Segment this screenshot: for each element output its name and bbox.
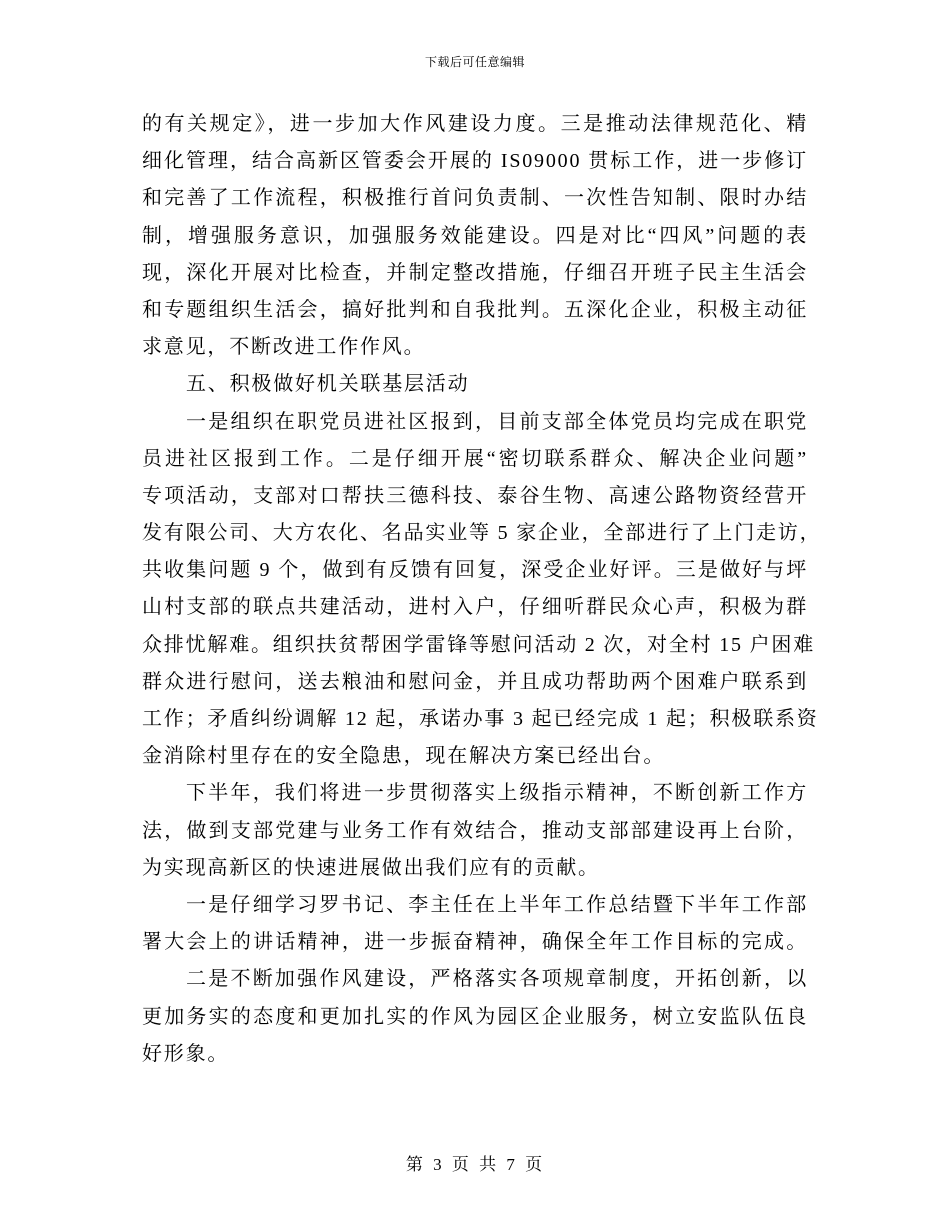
document-body [142,106,822,1073]
text-line: 为实现高新区的快速进展做出我们应有的贡献。 [142,856,600,879]
text-line: 和完善了工作流程，积极推行首问负责制、一次性告知制、限时办结 [142,187,808,210]
section-heading: 五、积极做好机关联基层活动 [186,373,470,396]
text-line: 和专题组织生活会，搞好批判和自我批判。五深化企业，积极主动征 [142,298,808,321]
page-number-footer: 第 3 页 共 7 页 [405,1155,545,1174]
text-line: 一是仔细学习罗书记、李主任在上半年工作总结暨下半年工作部 [186,893,808,916]
text-line: 工作；矛盾纠纷调解 12 起，承诺办事 3 起已经完成 1 起；积极联系资 [142,708,819,730]
text-line: 署大会上的讲话精神，进一步振奋精神，确保全年工作目标的完成。 [142,931,808,954]
text-line: 二是不断加强作风建设，严格落实各项规章制度，开拓创新，以 [186,968,808,991]
text-line: 求意见，不断改进工作作风。 [142,336,426,359]
paragraph-plan-item-2 [142,961,808,1073]
text-line: 发有限公司、大方农化、名品实业等 5 家企业，全部进行了上门走访， [142,522,822,545]
text-line: 员进社区报到工作。二是仔细开展“密切联系群众、解决企业问题” [142,447,808,470]
paragraph-grassroots-activities [142,404,822,776]
text-line: 山村支部的联点共建活动，进村入户，仔细听群民众心声，积极为群 [142,596,808,619]
text-line: 群众进行慰问，送去粮油和慰问金，并且成功帮助两个困难户联系到 [142,670,808,693]
text-line: 更加务实的态度和更加扎实的作风为园区企业服务，树立安监队伍良 [142,1005,808,1028]
text-line: 的有关规定》，进一步加大作风建设力度。三是推动法律规范化、精 [142,113,808,135]
text-line: 共收集问题 9 个，做到有反馈有回复，深受企业好评。三是做好与坪 [142,559,808,582]
text-line: 金消除村里存在的安全隐患，现在解决方案已经出台。 [142,745,666,768]
text-line: 细化管理，结合高新区管委会开展的 IS09000 贯标工作，进一步修订 [142,150,808,173]
text-line: 专项活动，支部对口帮扶三德科技、泰谷生物、高速公路物资经营开 [142,484,808,507]
text-line: 现，深化开展对比检查，并制定整改措施，仔细召开班子民主生活会 [142,261,808,284]
text-line: 制，增强服务意识，加强服务效能建设。四是对比“四风”问题的表 [142,224,808,247]
paragraph-continued [142,106,808,366]
text-line: 下半年，我们将进一步贯彻落实上级指示精神，不断创新工作方 [186,782,808,805]
paragraph-second-half-plan [142,775,808,887]
paragraph-plan-item-1 [142,887,808,961]
text-line: 众排忧解难。组织扶贫帮困学雷锋等慰问活动 2 次，对全村 15 户困难 [142,633,815,656]
text-line: 好形象。 [142,1042,230,1065]
page-header-note: 下载后可任意编辑 [424,55,525,69]
text-line: 一是组织在职党员进社区报到，目前支部全体党员均完成在职党 [186,410,808,433]
text-line: 法，做到支部党建与业务工作有效结合，推动支部部建设再上台阶， [142,819,808,842]
